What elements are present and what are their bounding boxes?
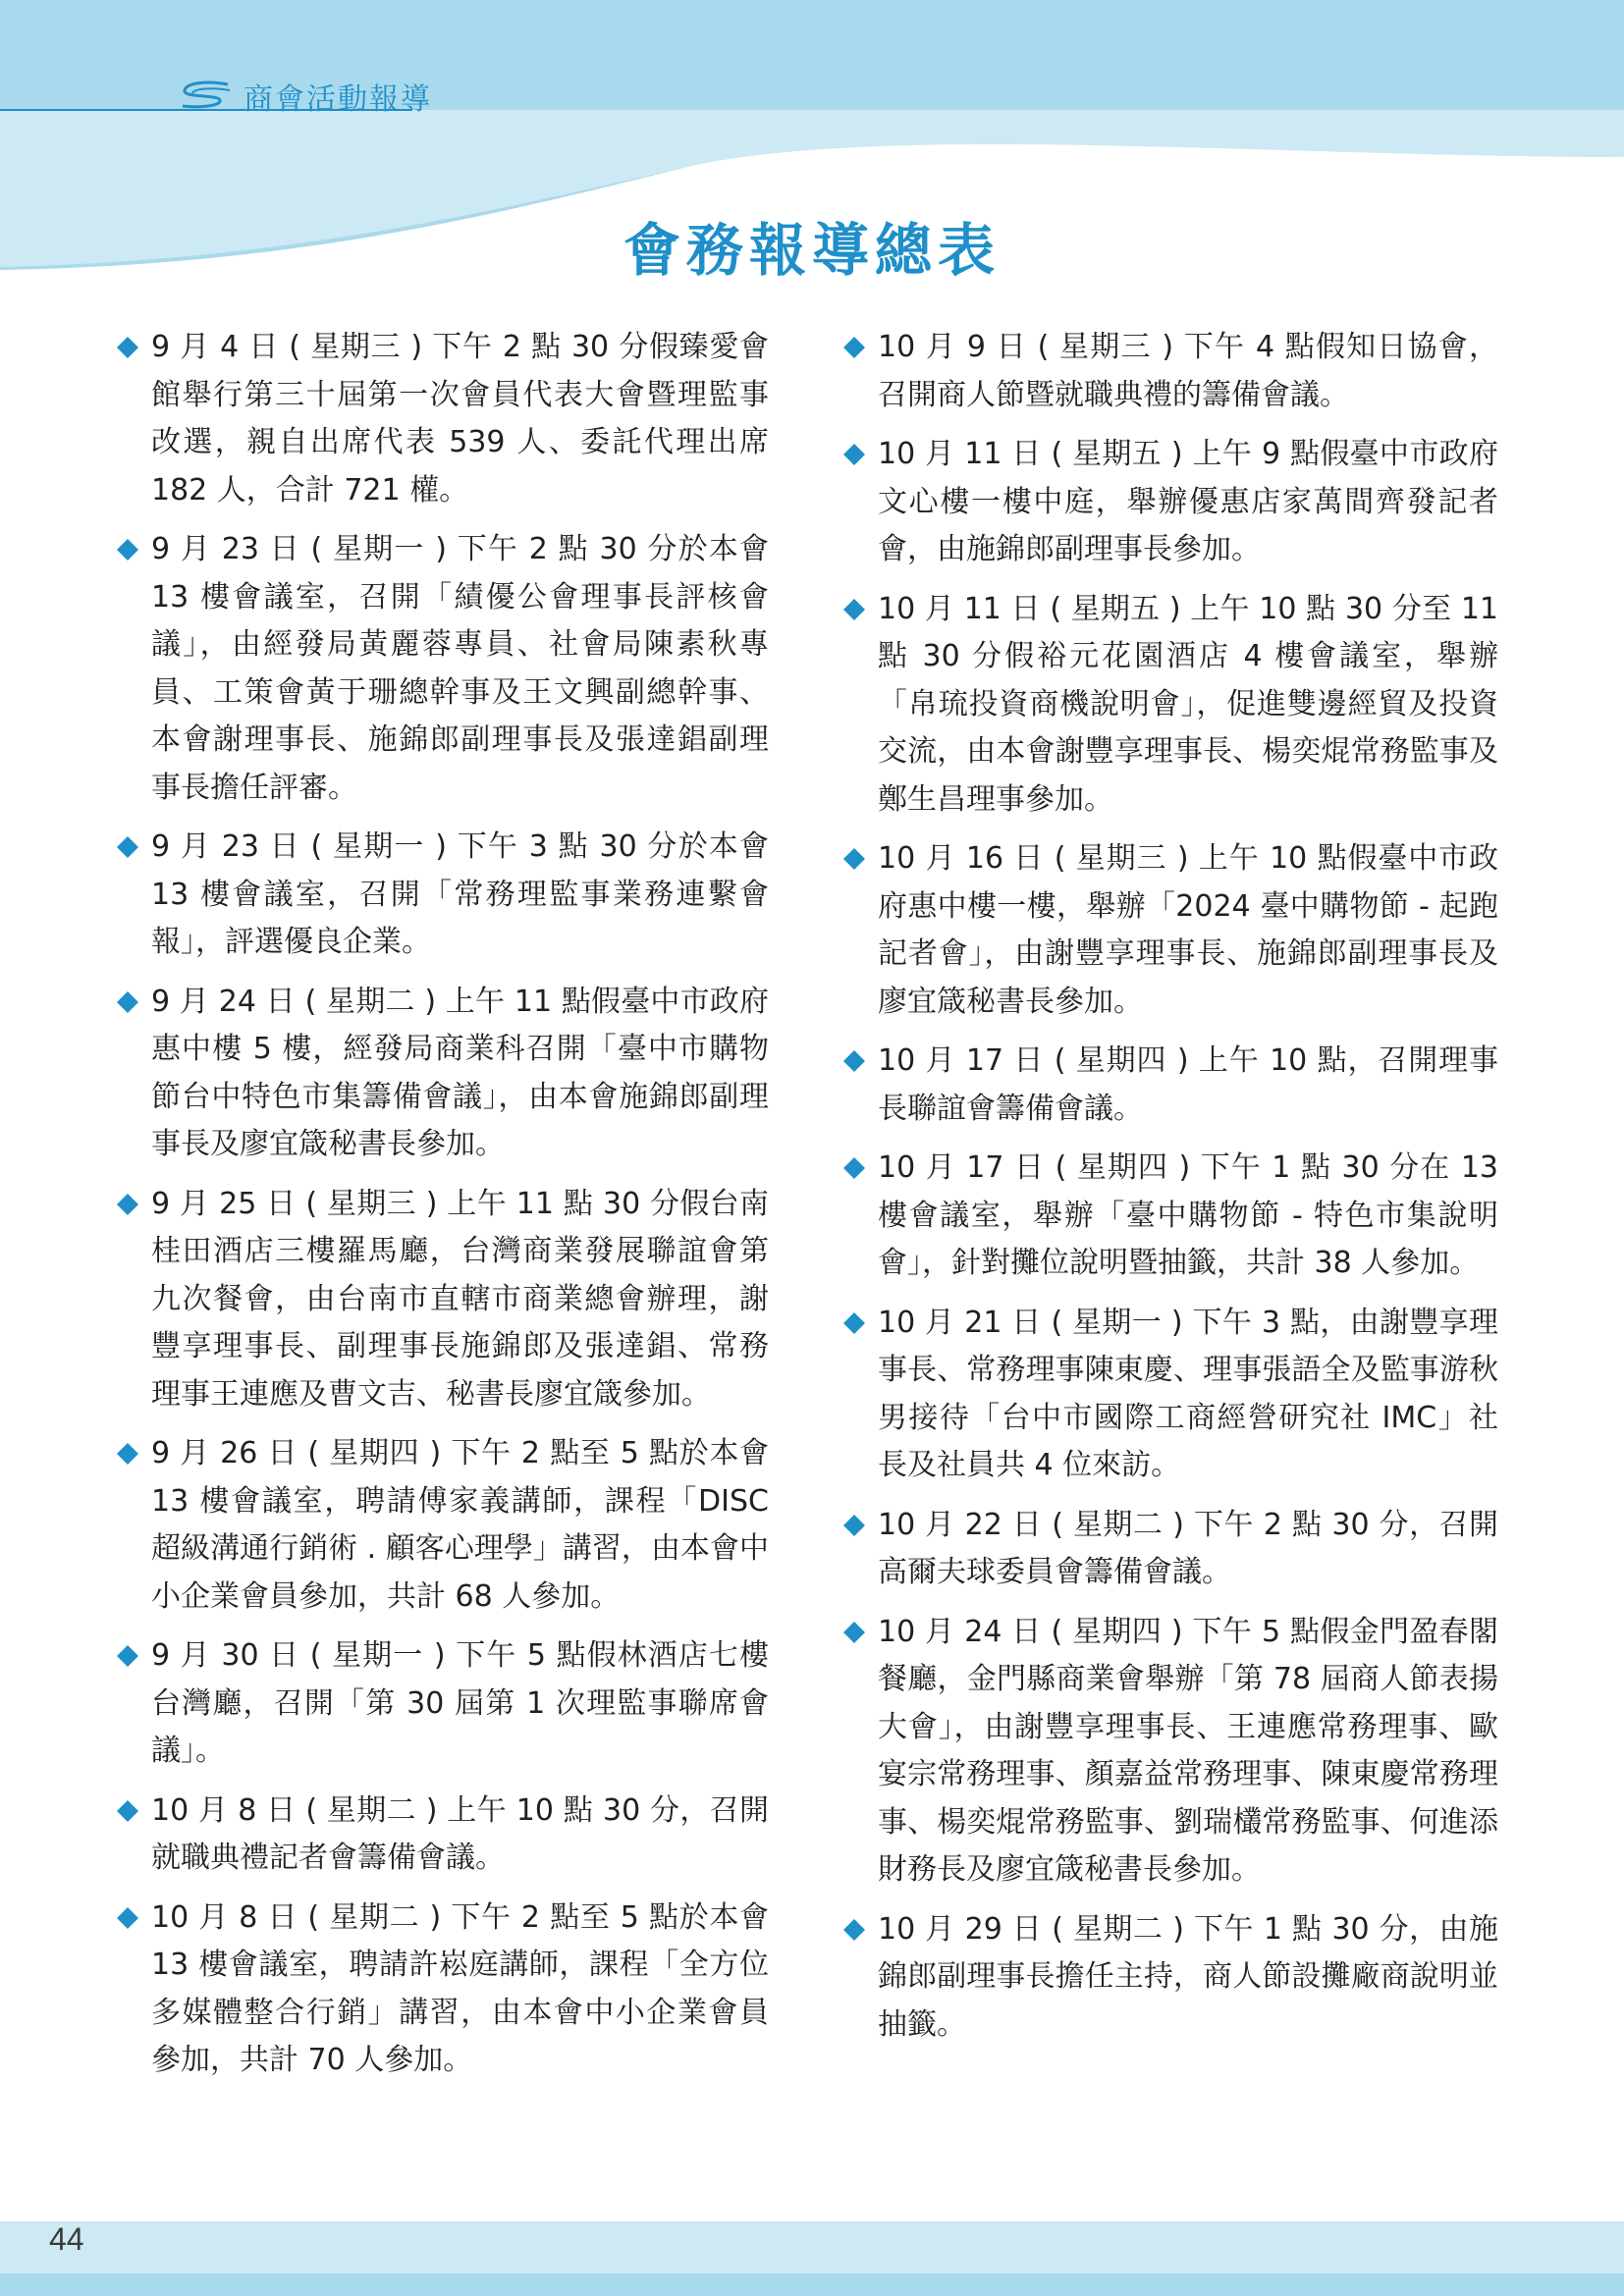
page-number: 44 — [49, 2221, 84, 2257]
list-item — [116, 1788, 769, 1883]
diamond-bullet-icon — [116, 1906, 139, 1930]
list-item-text: 10 月 11 日 ( 星期五 ) 上午 9 點假臺中市政府文心樓一樓中庭，舉辦優惠店家萬間齊發記者會，由施錦郎副理事長參加。 — [878, 437, 1498, 566]
diamond-bullet-icon — [116, 538, 139, 561]
list-item-text: 9 月 4 日 ( 星期三 ) 下午 2 點 30 分假臻愛會館舉行第三十屆第一次會員代表大會暨理監事改選，親自出席代表 539 人、委託代理出席 182 人，合計 721 權。 — [151, 330, 769, 507]
section-label: 商會活動報導 — [244, 82, 432, 117]
diamond-bullet-icon — [842, 1049, 866, 1073]
footer-stripe — [0, 2273, 1624, 2296]
list-item — [842, 1300, 1498, 1490]
list-item — [116, 1430, 769, 1621]
list-item-text: 10 月 24 日 ( 星期四 ) 下午 5 點假金門盈春閣餐廳，金門縣商業會舉辦「第 78 屆商人節表揚大會」，由謝豐享理事長、王連應常務理事、歐宴宗常務理事、顏嘉益常務理事、陳東慶常務理事、楊奕焜常務監事、劉瑞欉常務監事、何進添財務長及廖宜箴秘書長參加。 — [878, 1614, 1498, 1887]
list-item — [116, 324, 769, 514]
diamond-bullet-icon — [116, 835, 139, 859]
diamond-bullet-icon — [842, 1621, 866, 1644]
diamond-bullet-icon — [842, 1514, 866, 1537]
diamond-bullet-icon — [116, 1193, 139, 1216]
list-item — [842, 324, 1498, 419]
list-item-text: 10 月 8 日 ( 星期二 ) 下午 2 點至 5 點於本會 13 樓會議室，聘請許崧庭講師，課程「全方位多媒體整合行銷」講習，由本會中小企業會員參加，共計 70 人參加。 — [151, 1899, 769, 2077]
list-item — [116, 979, 769, 1169]
diamond-bullet-icon — [842, 1156, 866, 1180]
diamond-bullet-icon — [116, 1442, 139, 1466]
diamond-bullet-icon — [116, 1799, 139, 1823]
diamond-bullet-icon — [116, 336, 139, 359]
list-item — [116, 1181, 769, 1419]
list-item-text: 10 月 8 日 ( 星期二 ) 上午 10 點 30 分，召開就職典禮記者會籌備會議。 — [151, 1792, 769, 1875]
list-item-text: 10 月 29 日 ( 星期二 ) 下午 1 點 30 分，由施錦郎副理事長擔任主持，商人節設攤廠商說明並抽籤。 — [878, 1911, 1498, 2042]
right-column — [842, 324, 1498, 2060]
list-item-text: 10 月 16 日 ( 星期三 ) 上午 10 點假臺中市政府惠中樓一樓，舉辦「2024 臺中購物節 - 起跑記者會」，由謝豐享理事長、施錦郎副理事長及廖宜箴秘書長參加。 — [878, 841, 1498, 1019]
diamond-bullet-icon — [842, 1311, 866, 1335]
list-item-text: 9 月 24 日 ( 星期二 ) 上午 11 點假臺中市政府惠中樓 5 樓，經發局商業科召開「臺中市購物節台中特色市集籌備會議」，由本會施錦郎副理事長及廖宜箴秘書長參加。 — [151, 984, 769, 1161]
page-title: 會務報導總表 — [623, 217, 1001, 284]
list-item-text: 9 月 30 日 ( 星期一 ) 下午 5 點假林酒店七樓台灣廳，召開「第 30 屆第 1 次理監事聯席會議」。 — [151, 1638, 769, 1768]
list-item — [842, 1502, 1498, 1597]
list-item — [842, 1145, 1498, 1288]
diamond-bullet-icon — [842, 598, 866, 621]
list-item-text: 10 月 17 日 ( 星期四 ) 下午 1 點 30 分在 13 樓會議室，舉辦「臺中購物節 - 特色市集說明會」，針對攤位說明暨抽籤，共計 38 人參加。 — [878, 1150, 1498, 1280]
list-item — [842, 586, 1498, 825]
list-item — [842, 431, 1498, 574]
list-item-text: 10 月 11 日 ( 星期五 ) 上午 10 點 30 分至 11 點 30 分假裕元花園酒店 4 樓會議室，舉辦「帛琉投資商機說明會」，促進雙邊經貿及投資交流，由本會謝豐享理事長、楊奕焜常務監事及鄭生昌理事參加。 — [878, 591, 1498, 817]
diamond-bullet-icon — [842, 336, 866, 359]
list-item — [116, 1632, 769, 1776]
list-item — [842, 1038, 1498, 1133]
list-item-text: 10 月 22 日 ( 星期二 ) 下午 2 點 30 分，召開高爾夫球委員會籌備會議。 — [878, 1507, 1498, 1589]
diamond-bullet-icon — [116, 990, 139, 1014]
list-item — [842, 1906, 1498, 2050]
list-item-text: 9 月 23 日 ( 星期一 ) 下午 2 點 30 分於本會 13 樓會議室，召開「績優公會理事長評核會議」，由經發局黃麗蓉專員、社會局陳素秋專員、工策會黃于珊總幹事及王文興副總幹事、本會謝理事長、施錦郎副理事長及張達錩副理事長擔任評審。 — [151, 532, 769, 805]
list-item — [842, 1609, 1498, 1895]
diamond-bullet-icon — [842, 443, 866, 466]
diamond-bullet-icon — [842, 847, 866, 871]
list-item-text: 9 月 25 日 ( 星期三 ) 上午 11 點 30 分假台南桂田酒店三樓羅馬廳，台灣商業發展聯誼會第九次餐會，由台南市直轄市商業總會辦理，謝豐享理事長、副理事長施錦郎及張達錩、常務理事王連應及曹文吉、秘書長廖宜箴參加。 — [151, 1186, 769, 1412]
list-item-text: 10 月 9 日 ( 星期三 ) 下午 4 點假知日協會，召開商人節暨就職典禮的籌備會議。 — [878, 330, 1498, 412]
section-logo-icon — [179, 79, 234, 112]
diamond-bullet-icon — [842, 1918, 866, 1942]
list-item — [116, 1895, 769, 2085]
list-item-text: 9 月 26 日 ( 星期四 ) 下午 2 點至 5 點於本會 13 樓會議室，聘請傅家義講師，課程「DISC超級溝通行銷術 . 顧客心理學」講習，由本會中小企業會員參加，共計 68 人參加。 — [151, 1436, 769, 1614]
list-item — [116, 824, 769, 967]
list-item — [842, 835, 1498, 1026]
list-item-text: 10 月 17 日 ( 星期四 ) 上午 10 點，召開理事長聯誼會籌備會議。 — [878, 1043, 1498, 1126]
list-item-text: 9 月 23 日 ( 星期一 ) 下午 3 點 30 分於本會 13 樓會議室，召開「常務理監事業務連繫會報」，評選優良企業。 — [151, 829, 769, 959]
left-column — [116, 324, 769, 2097]
diamond-bullet-icon — [116, 1644, 139, 1668]
list-item-text: 10 月 21 日 ( 星期一 ) 下午 3 點，由謝豐享理事長、常務理事陳東慶、理事張語全及監事游秋男接待「台中市國際工商經營研究社 IMC」社長及社員共 4 位來訪。 — [878, 1305, 1498, 1482]
list-item — [116, 526, 769, 812]
